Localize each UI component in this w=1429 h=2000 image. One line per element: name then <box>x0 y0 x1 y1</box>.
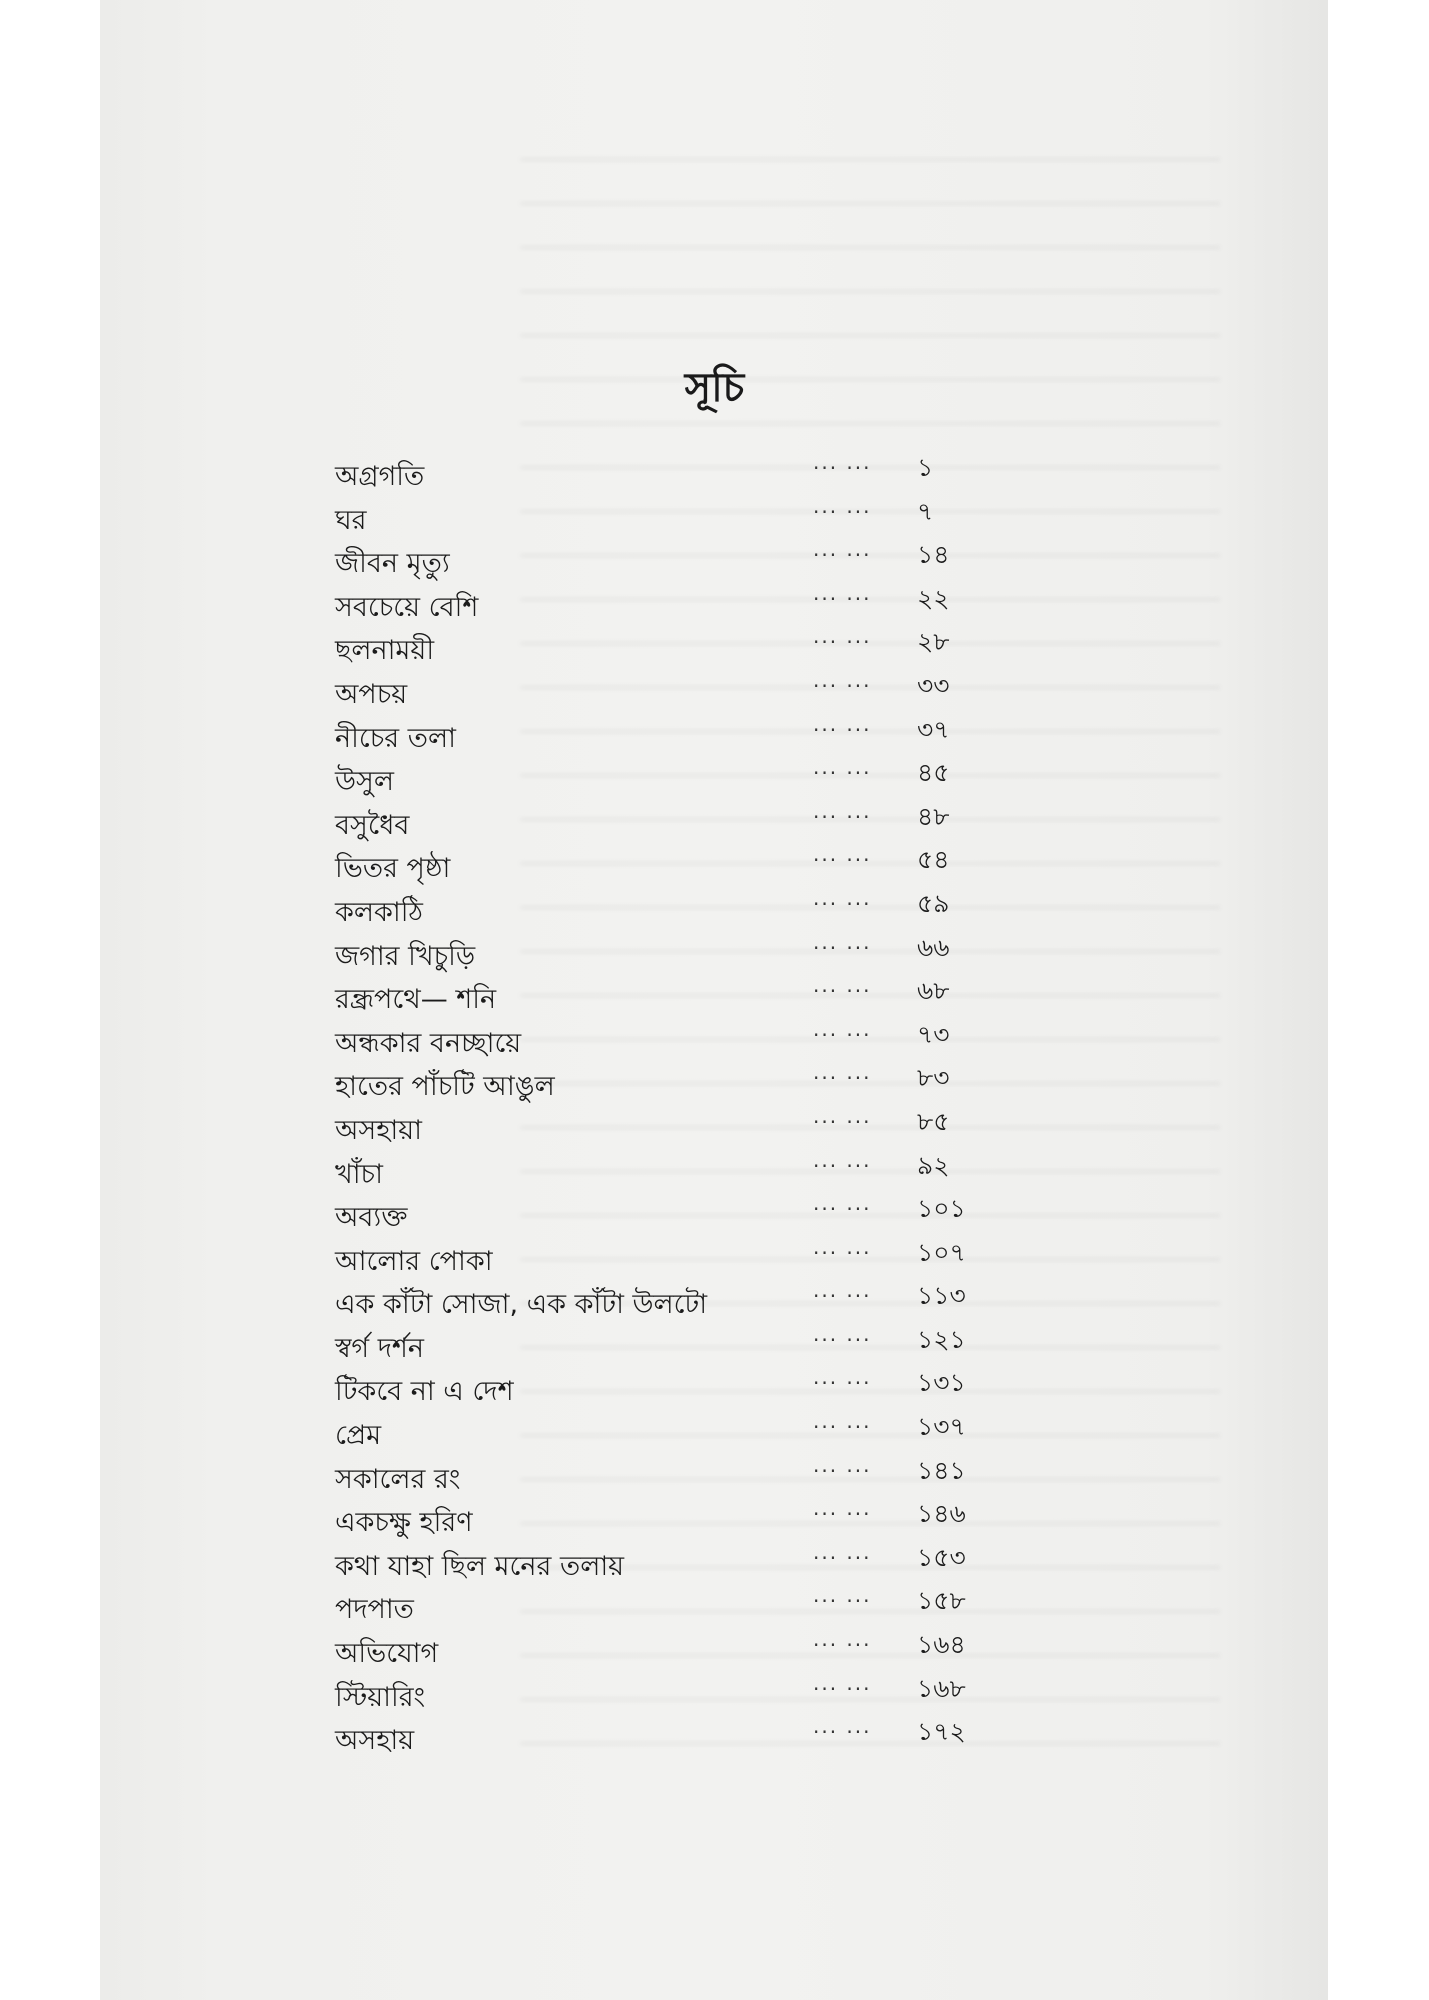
toc-leader-dots: ... ... <box>813 1103 872 1128</box>
toc-entry-page-number: ৫৯ <box>917 888 950 918</box>
toc-entry-page-number: ২৮ <box>917 627 950 657</box>
toc-leader-dots: ... ... <box>813 1496 872 1521</box>
toc-entry <box>335 1015 1015 1059</box>
toc-entry <box>335 1581 1015 1625</box>
toc-entry-title: হাতের পাঁচটি আঙুল <box>335 1071 555 1103</box>
toc-entry-title: আলোর পোকা <box>335 1245 493 1277</box>
toc-entry <box>335 710 1015 754</box>
toc-leader-dots: ... ... <box>813 450 872 474</box>
toc-leader-dots: ... ... <box>813 1060 872 1085</box>
toc-leader-dots: ... ... <box>813 580 872 605</box>
toc-entry-title: অব্যক্ত <box>335 1202 408 1234</box>
toc-entry-title: অভিযোগ <box>335 1638 439 1670</box>
toc-leader-dots: ... ... <box>813 1409 872 1434</box>
toc-leader-dots: ... ... <box>813 885 872 910</box>
toc-entry-title: ঘর <box>335 504 367 536</box>
toc-entry-page-number: ৩৭ <box>917 714 950 744</box>
toc-leader-dots: ... ... <box>813 1670 872 1695</box>
toc-entry-page-number: ১৭২ <box>917 1717 966 1747</box>
toc-entry <box>335 1538 1015 1582</box>
toc-entry-title: বসুধৈব <box>335 809 410 841</box>
toc-entry <box>335 1363 1015 1407</box>
toc-entry-page-number: ১২১ <box>917 1324 966 1354</box>
toc-entry <box>335 1451 1015 1495</box>
toc-entry <box>335 1494 1015 1538</box>
toc-entry-page-number: ১৪১ <box>917 1455 966 1485</box>
toc-entry-page-number: ৪৮ <box>917 801 950 831</box>
toc-leader-dots: ... ... <box>813 1539 872 1564</box>
toc-entry <box>335 1712 1015 1756</box>
toc-entry-page-number: ১১৩ <box>917 1281 966 1311</box>
toc-entry <box>335 797 1015 841</box>
toc-leader-dots: ... ... <box>813 1583 872 1608</box>
toc-entry-page-number: ১০৭ <box>917 1237 966 1267</box>
toc-entry-page-number: ৫৪ <box>917 845 950 875</box>
toc-entry-page-number: ৭৩ <box>917 1019 950 1049</box>
toc-entry-title: এক কাঁটা সোজা, এক কাঁটা উলটো <box>335 1289 708 1321</box>
toc-leader-dots: ... ... <box>813 667 872 692</box>
toc-entry <box>335 928 1015 972</box>
toc-entry-page-number: ৬৬ <box>917 932 950 962</box>
toc-entry-page-number: ১৪ <box>917 540 950 570</box>
toc-entry-page-number: ৬৮ <box>917 976 950 1006</box>
toc-entry-page-number: ১৩১ <box>917 1368 966 1398</box>
toc-entry <box>335 1407 1015 1451</box>
toc-leader-dots: ... ... <box>813 1714 872 1739</box>
toc-entry-title: নীচের তলা <box>335 722 456 754</box>
toc-leader-dots: ... ... <box>813 1191 872 1216</box>
toc-entry <box>335 971 1015 1015</box>
toc-entry <box>335 1102 1015 1146</box>
toc-entry <box>335 753 1015 797</box>
toc-entry-title: জগার খিচুড়ি <box>335 940 476 972</box>
toc-entry-title: খাঁচা <box>335 1158 383 1190</box>
toc-entry <box>335 1320 1015 1364</box>
toc-entry-page-number: ১৫৮ <box>917 1586 966 1616</box>
toc-leader-dots: ... ... <box>813 755 872 780</box>
toc-entry-page-number: ৮৫ <box>917 1106 950 1136</box>
toc-entry-title: কথা যাহা ছিল মনের তলায় <box>335 1550 625 1582</box>
toc-entry <box>335 884 1015 928</box>
toc-leader-dots: ... ... <box>813 1278 872 1303</box>
toc-leader-dots: ... ... <box>813 1365 872 1390</box>
toc-entry <box>335 840 1015 884</box>
toc-entry-title: অন্ধকার বনচ্ছায়ে <box>335 1027 522 1059</box>
toc-entry-title: অপচয় <box>335 678 408 710</box>
toc-entry-page-number: ১৪৬ <box>917 1499 966 1529</box>
toc-leader-dots: ... ... <box>813 973 872 998</box>
toc-leader-dots: ... ... <box>813 1452 872 1477</box>
toc-entry-page-number: ১ <box>917 453 934 482</box>
page-title: সূচি <box>684 364 745 411</box>
toc-entry-title: একচক্ষু হরিণ <box>335 1507 473 1539</box>
toc-entry-title: রন্ধ্রপথে— শনি <box>335 984 497 1016</box>
toc-entry <box>335 1276 1015 1320</box>
toc-entry-page-number: ২২ <box>917 583 950 613</box>
toc-entry-page-number: ৩৩ <box>917 670 950 700</box>
toc-leader-dots: ... ... <box>813 1234 872 1259</box>
toc-entry-title: প্রেম <box>335 1420 382 1452</box>
toc-entry-title: স্বর্গ দর্শন <box>335 1332 424 1364</box>
toc-leader-dots: ... ... <box>813 1627 872 1652</box>
toc-entry <box>335 535 1015 579</box>
toc-entry <box>335 579 1015 623</box>
toc-entry <box>335 492 1015 536</box>
toc-entry <box>335 1146 1015 1190</box>
toc-entry-page-number: ১৬৮ <box>917 1673 966 1703</box>
toc-entry-title: সবচেয়ে বেশি <box>335 591 479 623</box>
toc-entry-title: অসহায়া <box>335 1114 422 1146</box>
toc-entry-page-number: ৪৫ <box>917 758 950 788</box>
toc-entry-title: উসুল <box>335 766 394 798</box>
toc-entry-page-number: ১০১ <box>917 1194 966 1224</box>
toc-entry-page-number: ৯২ <box>917 1150 950 1180</box>
toc-entry-page-number: ১৫৩ <box>917 1542 966 1572</box>
toc-entry-page-number: ১৩৭ <box>917 1412 966 1442</box>
toc-entry-title: স্টিয়ারিং <box>335 1681 426 1713</box>
toc-entry-title: পদপাত <box>335 1594 414 1626</box>
toc-entry-title: অগ্রগতি <box>335 461 425 492</box>
toc-leader-dots: ... ... <box>813 842 872 867</box>
toc-entry-title: ছলনাময়ী <box>335 635 435 667</box>
toc-entry <box>335 1669 1015 1713</box>
toc-entry-title: সকালের রং <box>335 1463 461 1495</box>
toc-entry <box>335 1189 1015 1233</box>
toc-entry-title: ভিতর পৃষ্ঠা <box>335 853 451 885</box>
toc-leader-dots: ... ... <box>813 537 872 562</box>
toc-leader-dots: ... ... <box>813 624 872 649</box>
toc-leader-dots: ... ... <box>813 493 872 518</box>
toc-leader-dots: ... ... <box>813 1147 872 1172</box>
toc-entry <box>335 448 1015 492</box>
toc-leader-dots: ... ... <box>813 1321 872 1346</box>
toc-leader-dots: ... ... <box>813 929 872 954</box>
toc-entry-page-number: ৭ <box>917 496 934 526</box>
toc-entry <box>335 1058 1015 1102</box>
toc-entry-title: জীবন মৃত্যু <box>335 548 450 580</box>
toc-entry-title: টিকবে না এ দেশ <box>335 1376 514 1408</box>
toc-entry-page-number: ১৬৪ <box>917 1630 966 1660</box>
table-of-contents <box>335 448 1015 1756</box>
toc-entry-title: অসহায় <box>335 1725 415 1757</box>
toc-entry <box>335 1233 1015 1277</box>
toc-leader-dots: ... ... <box>813 1016 872 1041</box>
toc-leader-dots: ... ... <box>813 798 872 823</box>
toc-entry <box>335 622 1015 666</box>
toc-entry <box>335 666 1015 710</box>
toc-entry-page-number: ৮৩ <box>917 1063 950 1093</box>
toc-entry <box>335 1625 1015 1669</box>
toc-entry-title: কলকাঠি <box>335 896 423 928</box>
toc-leader-dots: ... ... <box>813 711 872 736</box>
